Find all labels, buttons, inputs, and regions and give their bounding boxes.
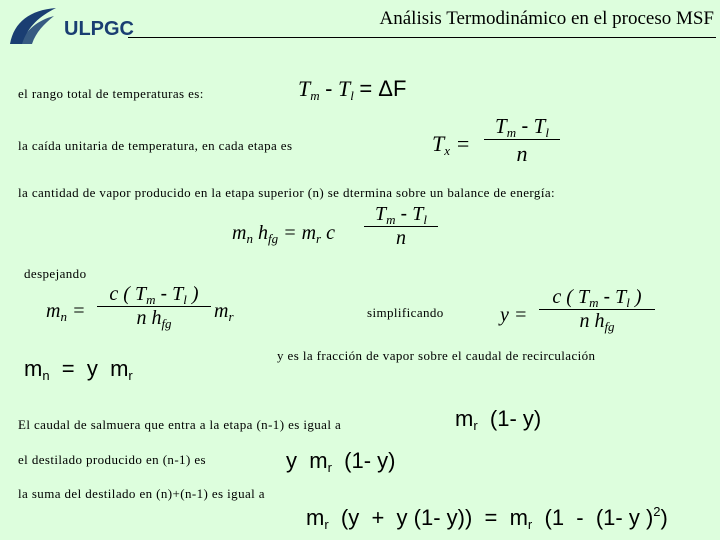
equation-y-fraction: c ( $T_m - T_l$ ) n $h_{fg}$ [539, 286, 655, 333]
header-rule [128, 37, 716, 38]
ulpgc-logo-icon [6, 4, 58, 46]
equation-mn-fraction: c ( $T_m - T_l$ ) n $h_{fg}$ [97, 283, 211, 330]
equation-distillate-sum: mr (y + y (1- y)) = mr (1 - (1- y )$^2$) [306, 504, 668, 532]
equation-delta-f: Tm - Tl = ΔF [298, 76, 407, 103]
logo [6, 4, 134, 46]
logo-text: ULPGC [64, 18, 134, 40]
text-line: la cantidad de vapor producido en la etapa superior (n) se dtermina sobre un balance de energía: [18, 185, 556, 200]
equation-mn-lhs: $m_n$ = [46, 300, 86, 324]
equation-mn-mr: $m_r$ [214, 300, 234, 324]
text-line: el rango total de temperaturas es: [18, 86, 204, 101]
text-line: El caudal de salmuera que entra a la etapa (n‑1) es igual a [18, 417, 342, 432]
equation-tx: Tx = [432, 131, 471, 158]
text-line: la caída unitaria de temperatura, en cada etapa es [18, 138, 293, 153]
text-line: la suma del destilado en (n)+(n‑1) es igual a [18, 486, 265, 501]
equation-tx-fraction: $\frac{Tm - Tl}{n}$ [484, 114, 560, 167]
equation-brine-flow: mr (1- y) [455, 406, 542, 433]
equation-mn-y-mr: mn = y mr [24, 356, 133, 383]
equation-energy-fraction: $\frac{T_m - T_l}{n}$ [364, 203, 438, 250]
equation-distillate: y mr (1- y) [286, 448, 396, 475]
page-title: Análisis Termodinámico en el proceso MSF [379, 8, 714, 29]
equation-energy-balance: $m_n$ $h_{fg} = m_r$ c [232, 222, 335, 246]
text-line: el destilado producido en (n‑1) es [18, 452, 206, 467]
text-line: simplificando [367, 305, 444, 320]
text-line: y es la fracción de vapor sobre el caudal de recirculación [277, 348, 596, 363]
text-line: despejando [24, 266, 87, 281]
equation-y-lhs: y = [500, 304, 528, 326]
